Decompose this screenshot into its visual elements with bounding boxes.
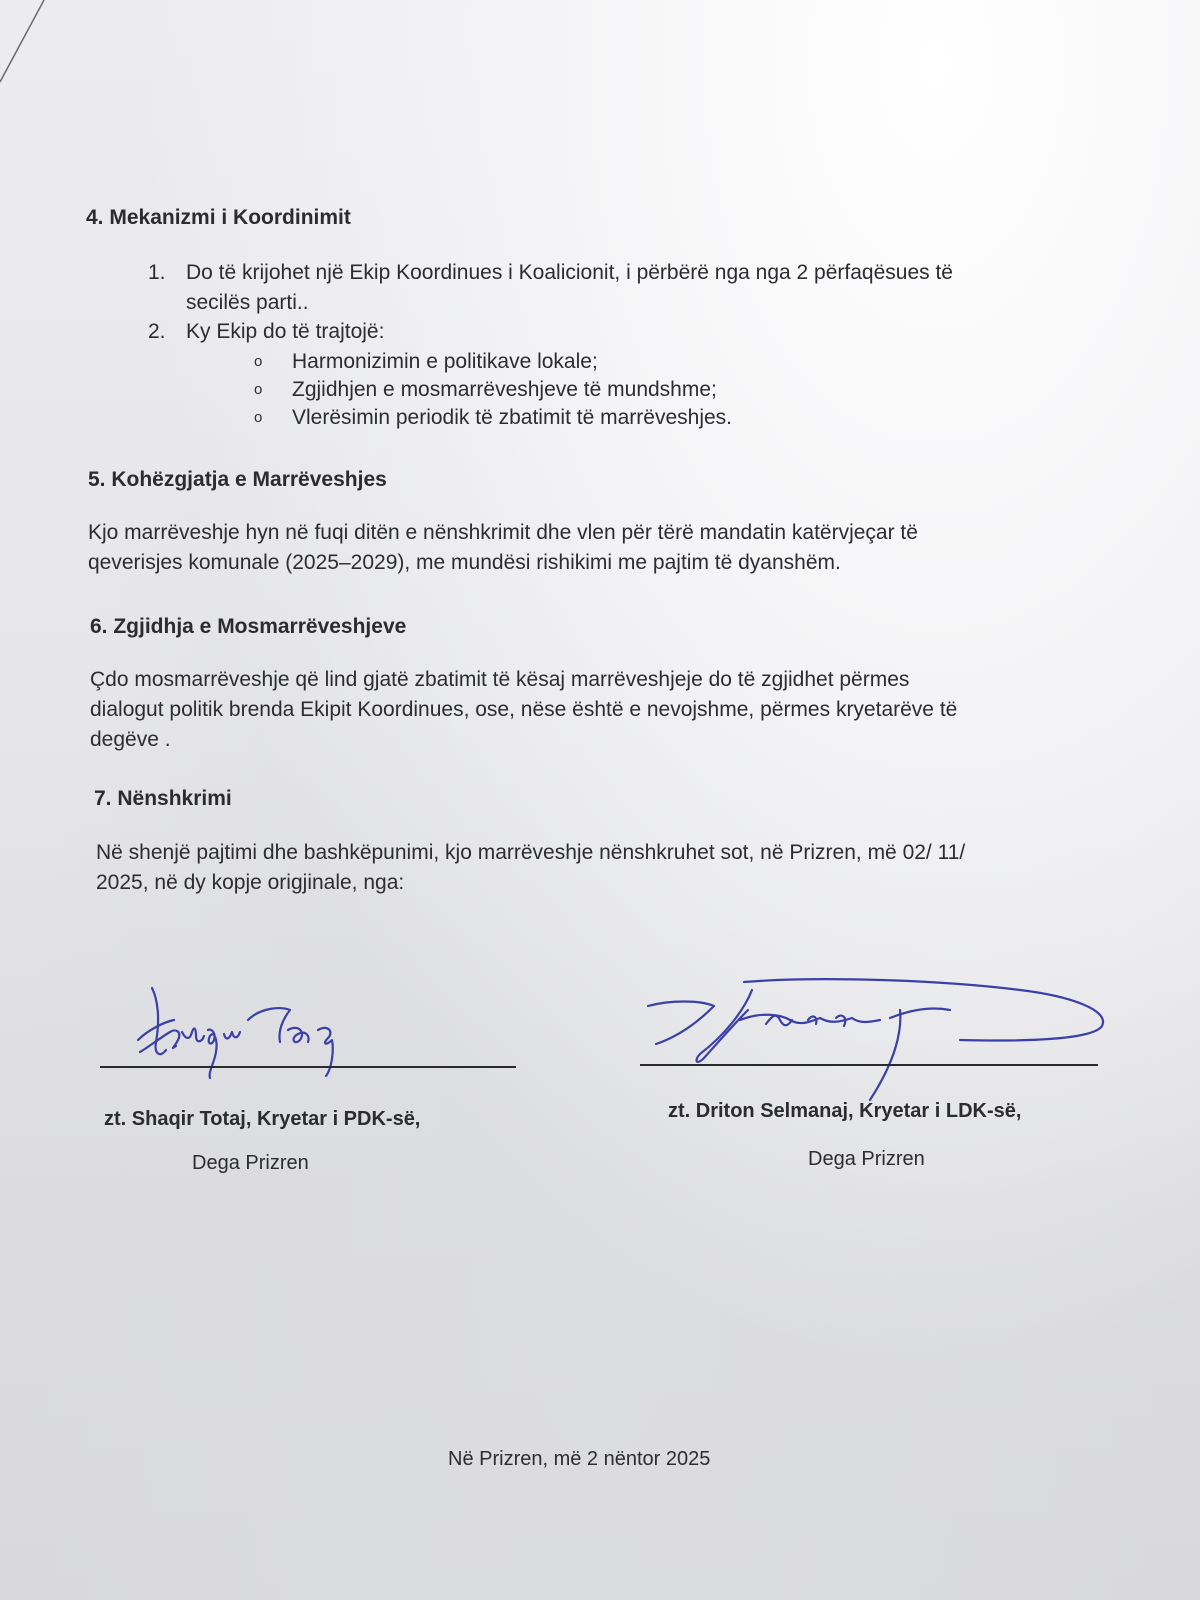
bullet-text: Harmonizimin e politikave lokale; bbox=[292, 350, 598, 373]
list-number: 2. bbox=[148, 320, 166, 343]
signatory-right-branch: Dega Prizren bbox=[808, 1148, 925, 1170]
bullet-item bbox=[254, 348, 598, 376]
bullet-item bbox=[254, 404, 732, 432]
signatory-left-branch: Dega Prizren bbox=[192, 1152, 309, 1174]
paragraph-line: qeverisjes komunale (2025–2029), me mundësi rishikimi me pajtim të dyanshëm. bbox=[88, 551, 841, 574]
signature-ink bbox=[648, 979, 1103, 1100]
paragraph-line: dialogut politik brenda Ekipit Koordinues, ose, nëse është e nevojshme, përmes kryetarëve të bbox=[90, 698, 958, 721]
section-7-paragraph bbox=[96, 838, 965, 898]
list-item-text: Ky Ekip do të trajtojë: bbox=[186, 320, 385, 343]
list-item-1 bbox=[148, 258, 953, 318]
signature-line-right bbox=[640, 1064, 1098, 1066]
signatory-left-name: zt. Shaqir Totaj, Kryetar i PDK-së, bbox=[104, 1108, 421, 1130]
bullet-circle-icon: o bbox=[254, 353, 263, 370]
section-6-heading: 6. Zgjidhja e Mosmarrëveshjeve bbox=[90, 615, 407, 638]
section-5-paragraph bbox=[88, 518, 918, 578]
bullet-item bbox=[254, 376, 717, 404]
signature-ink bbox=[138, 988, 333, 1078]
signature-left-image bbox=[130, 980, 360, 1090]
signatory-right-name: zt. Driton Selmanaj, Kryetar i LDK-së, bbox=[668, 1100, 1022, 1122]
section-7-heading: 7. Nënshkrimi bbox=[94, 787, 232, 810]
paper-edge-mark bbox=[0, 0, 60, 90]
list-item-2 bbox=[148, 317, 385, 347]
paragraph-line: Në shenjë pajtimi dhe bashkëpunimi, kjo marrëveshje nënshkruhet sot, në Prizren, më 02/ 11/ bbox=[96, 841, 966, 864]
section-4-heading: 4. Mekanizmi i Koordinimit bbox=[86, 206, 351, 229]
bullet-text: Zgjidhjen e mosmarrëveshjeve të mundshme; bbox=[292, 378, 717, 401]
signature-line-left bbox=[100, 1066, 516, 1068]
footer-date-line: Në Prizren, më 2 nëntor 2025 bbox=[448, 1448, 711, 1470]
list-item-text: secilës parti.. bbox=[186, 291, 309, 314]
bullet-circle-icon: o bbox=[254, 409, 263, 426]
paragraph-line: 2025, në dy kopje origjinale, nga: bbox=[96, 871, 405, 894]
bullet-circle-icon: o bbox=[254, 381, 263, 398]
bullet-text: Vlerësimin periodik të zbatimit të marrëveshjes. bbox=[292, 406, 732, 429]
paragraph-line: Kjo marrëveshje hyn në fuqi ditën e nënshkrimit dhe vlen për tërë mandatin katërvjeçar të bbox=[88, 521, 918, 544]
list-number: 1. bbox=[148, 261, 166, 284]
signature-right-image bbox=[640, 970, 1140, 1110]
paragraph-line: Çdo mosmarrëveshje që lind gjatë zbatimit të kësaj marrëveshjeje do të zgjidhet përmes bbox=[90, 668, 910, 691]
section-5-heading: 5. Kohëzgjatja e Marrëveshjes bbox=[88, 468, 387, 491]
list-item-text: Do të krijohet një Ekip Koordinues i Koalicionit, i përbërë nga nga 2 përfaqësues të bbox=[186, 261, 953, 284]
paragraph-line: degëve . bbox=[90, 728, 171, 751]
section-6-paragraph bbox=[90, 665, 957, 755]
